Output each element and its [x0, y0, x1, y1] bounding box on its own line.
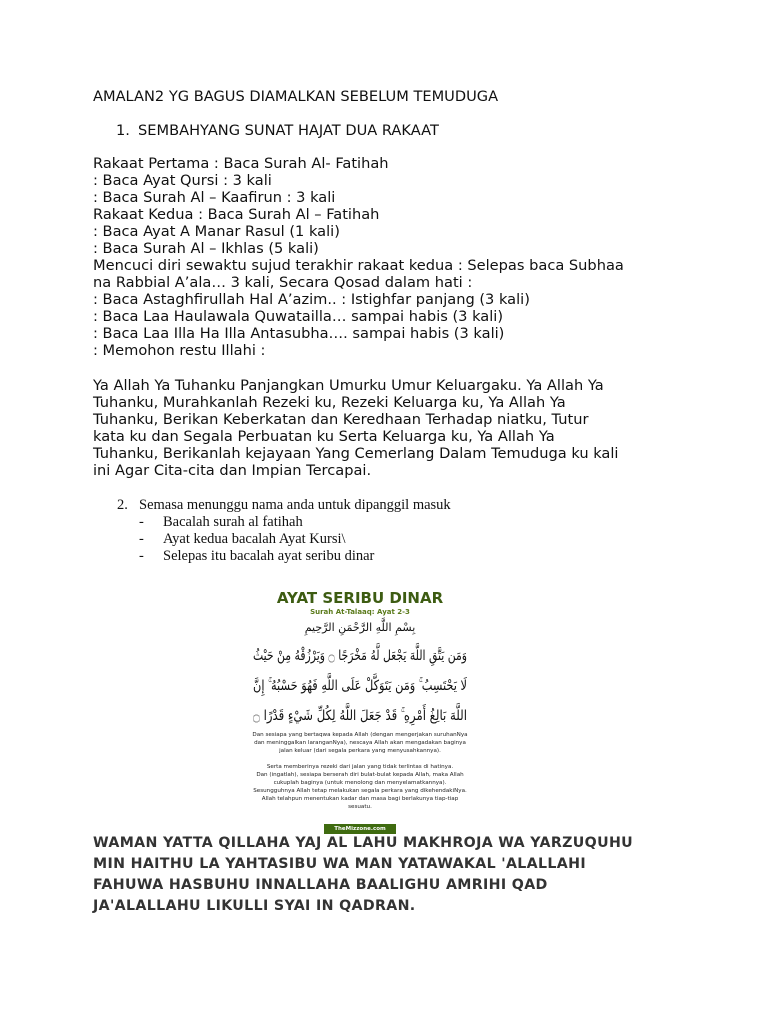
section-1-title: SEMBAHYANG SUNAT HAJAT DUA RAKAAT — [138, 122, 439, 139]
translation-line: cukuplah baginya (untuk menolong dan menyelamatkannya). — [273, 780, 447, 786]
section-2-number: 2. — [117, 497, 128, 513]
instruction-line: : Baca Ayat A Manar Rasul (1 kali) — [93, 223, 340, 240]
doa-paragraph — [93, 377, 618, 479]
translation-line: sesuatu. — [348, 804, 372, 810]
instruction-line: : Baca Surah Al – Kaafirun : 3 kali — [93, 189, 336, 206]
arabic-verses-svg — [240, 617, 517, 727]
bullet-item — [139, 514, 374, 531]
instruction-line: : Baca Astaghfirullah Hal A’azim.. : Istighfar panjang (3 kali) — [93, 291, 530, 308]
transliteration-line: JA'ALALLAHU LIKULLI SYAI IN QADRAN. — [93, 898, 416, 914]
translation-line: Dan (ingatlah), sesiapa berserah diri bulat-bulat kepada Allah, maka Allah — [256, 772, 464, 778]
translation-line: Serta memberinya rezeki dari jalan yang tidak terlintas di hatinya. — [266, 764, 454, 770]
card-title: AYAT SERIBU DINAR — [276, 589, 444, 607]
translation-line: Sesungguhnya Allah tetap melakukan segala perkara yang dikehendakiNya. — [253, 788, 467, 794]
arabic-verse-line: لَا يَحْتَسِبُ ۚ وَمَن يَتَوَكَّلْ عَلَى اللَّهِ فَهُوَ حَسْبُهُ ۚ إِنَّ — [253, 678, 517, 694]
bullet-item — [139, 531, 374, 548]
instruction-line: : Baca Ayat Qursi : 3 kali — [93, 172, 272, 189]
doa-line: Tuhanku, Berikan Keberkatan dan Keredhaan Terhadap niatku, Tutur — [93, 411, 589, 428]
section-2-title: Semasa menunggu nama anda untuk dipanggil masuk — [139, 497, 451, 513]
instruction-line: : Memohon restu Illahi : — [93, 342, 266, 359]
instruction-line: : Baca Surah Al – Ikhlas (5 kali) — [93, 240, 319, 257]
arabic-verse-line: اللَّهَ بَالِغُ أَمْرِهِ ۚ قَدْ جَعَلَ اللَّهُ لِكُلِّ شَيْءٍ قَدْرًا ۝ — [253, 708, 508, 724]
transliteration-line: MIN HAITHU LA YAHTASIBU WA MAN YATAWAKAL 'ALALLAHI — [93, 856, 586, 872]
arabic-verses — [240, 617, 517, 727]
bullet-item — [139, 548, 374, 565]
instruction-line: : Baca Laa Illa Ha Illa Antasubha…. sampai habis (3 kali) — [93, 325, 505, 342]
transliteration — [93, 833, 693, 917]
arabic-verse-line: وَمَن يَتَّقِ اللَّهَ يَجْعَل لَّهُ مَخْرَجًا ۝ وَيَرْزُقْهُ مِنْ حَيْثُ — [253, 648, 506, 664]
instruction-line: Mencuci diri sewaktu sujud terakhir rakaat kedua : Selepas baca Subhaa — [93, 257, 624, 274]
doa-line: Tuhanku, Murahkanlah Rezeki ku, Rezeki Keluarga ku, Ya Allah Ya — [93, 394, 566, 411]
section-2-heading — [117, 497, 451, 514]
translation-line: Allah telahpun menentukan kadar dan masa bagi berlakunya tiap-tiap — [261, 796, 459, 802]
bullet-dash: - — [139, 548, 144, 564]
bullet-text: Bacalah surah al fatihah — [163, 514, 303, 530]
doa-line: ini Agar Cita-cita dan Impian Tercapai. — [93, 462, 372, 479]
translation-line: dan meninggalkan laranganNya), nescaya Allah akan mengadakan baginya — [254, 740, 466, 746]
card-subtitle: Surah At-Talaaq: Ayat 2-3 — [310, 608, 410, 616]
instruction-line: Rakaat Kedua : Baca Surah Al – Fatihah — [93, 206, 380, 223]
instruction-line: na Rabbial A’ala… 3 kali, Secara Qosad dalam hati : — [93, 274, 473, 291]
transliteration-line: WAMAN YATTA QILLAHA YAJ AL LAHU MAKHROJA WA YARZUQUHU — [93, 835, 634, 851]
arabic-basmala: بِسْمِ اللَّهِ الرَّحْمَنِ الرَّحِيمِ — [304, 621, 416, 634]
document-title: AMALAN2 YG BAGUS DIAMALKAN SEBELUM TEMUDUGA — [93, 88, 499, 105]
transliteration-line: FAHUWA HASBUHU INNALLAHA BAALIGHU AMRIHI QAD — [93, 877, 548, 893]
doa-line: kata ku dan Segala Perbuatan ku Serta Keluarga ku, Ya Allah Ya — [93, 428, 555, 445]
translation-line: jalan keluar (dari segala perkara yang menyusahkannya). — [279, 748, 441, 754]
instruction-line: : Baca Laa Haulawala Quwataillа… sampai habis (3 kali) — [93, 308, 504, 325]
doa-line: Tuhanku, Berikanlah kejayaan Yang Cemerlang Dalam Temuduga ku kali — [93, 445, 619, 462]
doa-line: Ya Allah Ya Tuhanku Panjangkan Umurku Umur Keluargaku. Ya Allah Ya — [93, 377, 604, 394]
card-translation — [240, 731, 480, 811]
section-1-number: 1. — [116, 122, 130, 139]
bullet-text: Ayat kedua bacalah Ayat Kursi\ — [163, 531, 346, 547]
translation-line: Dan sesiapa yang bertaqwa kepada Allah (dengan mengerjakan suruhanNya — [252, 732, 468, 738]
bullet-dash: - — [139, 514, 144, 530]
ayat-seribu-dinar-image — [240, 583, 517, 838]
bullet-list — [139, 514, 374, 565]
instruction-line: Rakaat Pertama : Baca Surah Al- Fatihah — [93, 155, 389, 172]
bullet-text: Selepas itu bacalah ayat seribu dinar — [163, 548, 375, 564]
bullet-dash: - — [139, 531, 144, 547]
section-1-heading — [116, 122, 439, 139]
card-footer-watermark: TheMizzone.com — [324, 824, 396, 834]
prayer-instructions — [93, 155, 624, 359]
